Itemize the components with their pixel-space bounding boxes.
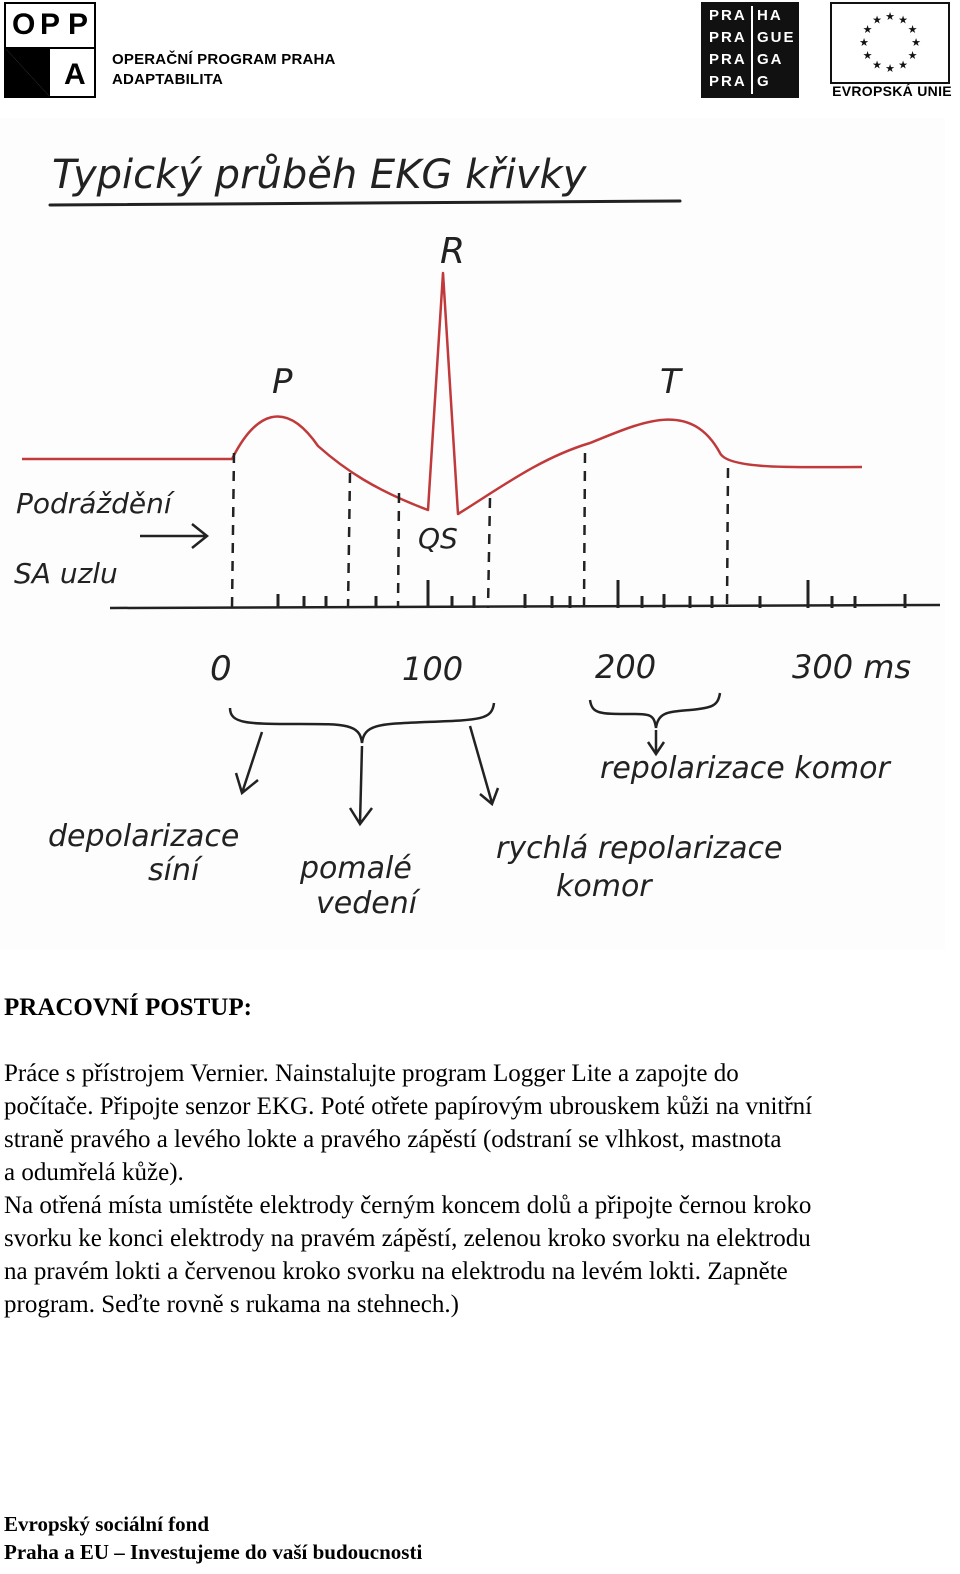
praha-logo-right: G [757,73,771,90]
eu-star-icon: ★ [898,58,908,72]
praha-logo-right: GA [757,51,784,68]
praha-logo-right: HA [757,7,783,24]
axis-label-0: 0 [210,649,232,689]
oppa-letter-a: A [64,58,86,91]
eu-star-icon: ★ [885,62,895,75]
diagram-title: Typický průběh EKG křivky [52,152,587,198]
eu-star-icon: ★ [862,23,873,36]
eu-star-icon: ★ [859,36,869,49]
praha-logo-left: PRA [709,29,747,46]
r-wave-label: R [440,231,466,272]
oppa-letter-p1: P [40,8,61,41]
axis-label-200: 200 [595,648,657,686]
eu-star-icon: ★ [907,49,918,62]
oppa-logo-text [112,50,336,90]
oppa-logo [4,2,96,98]
oppa-letter-o: O [12,8,36,41]
sa-note-line2: SA uzlu [14,557,118,590]
p-wave-label: P [272,362,293,402]
procedure-line: program. Seďte rovně s rukama na stehnech.) [4,1291,459,1318]
praha-logo [701,2,799,98]
procedure-line: Práce s přístrojem Vernier. Nainstalujte program Logger Lite a zapojte do [4,1060,739,1087]
fast-repolarization-line1: rychlá repolarizace [496,831,783,866]
procedure-line: Na otřená místa umístěte elektrody černým koncem dolů a připojte černou kroko [4,1192,812,1219]
atrial-depolarization-line2: síní [148,853,200,888]
axis-label-100: 100 [402,650,464,688]
procedure-line: na pravém lokti a červenou kroko svorku na elektrodu na levém lokti. Zapněte [4,1258,788,1285]
eu-star-icon: ★ [911,36,921,49]
eu-star-icon: ★ [898,13,908,27]
praha-logo-left: PRA [709,51,747,68]
section-title: PRACOVNÍ POSTUP: [4,994,252,1021]
praha-logo-row [701,70,799,92]
eu-label: EVROPSKÁ UNIE [832,83,952,99]
axis-label-300-ms: 300 ms [792,648,912,686]
fast-repolarization-line2: komor [556,869,652,904]
slow-conduction-line2: vedení [316,886,418,921]
eu-star-circle [832,4,948,82]
oppa-program-subtitle: ADAPTABILITA [112,71,223,88]
atrial-depolarization-line1: depolarizace [48,819,240,854]
praha-logo-row [701,48,799,70]
slow-conduction-line1: pomalé [300,851,412,886]
procedure-line: straně pravého a levého lokte a pravého zápěstí (odstraní se vlhkost, mastnota [4,1126,782,1153]
footer [4,1510,422,1566]
eu-star-icon: ★ [907,23,918,36]
sa-note-line1: Podráždění [16,487,172,520]
eu-flag [830,2,950,84]
praha-logo-left: PRA [709,7,747,24]
footer-fund-name: Evropský sociální fond [4,1512,210,1536]
eu-star-icon: ★ [872,13,882,27]
oppa-program-name: OPERAČNÍ PROGRAM PRAHA [112,51,336,68]
procedure-text [4,1057,944,1321]
ecg-diagram [0,118,945,950]
footer-slogan: Praha a EU – Investujeme do vaší budoucnosti [4,1540,423,1564]
eu-star-icon: ★ [872,58,882,72]
guide-line [584,453,585,608]
eu-star-icon: ★ [862,49,873,62]
ventricular-repolarization-label: repolarizace komor [600,751,890,786]
procedure-line: počítače. Připojte senzor EKG. Poté otřete papírovým ubrouskem kůži na vnitřní [4,1093,813,1120]
praha-logo-row [701,26,799,48]
oppa-letter-p2: P [68,8,89,41]
eu-star-icon: ★ [885,10,895,23]
praha-logo-left: PRA [709,73,747,90]
procedure-line: a odumřelá kůže). [4,1159,184,1186]
procedure-line: svorku ke konci elektrody na pravém zápěstí, zelenou kroko svorku na elektrodu [4,1225,811,1252]
qs-label: QS [418,522,458,555]
praha-logo-row [701,4,799,26]
praha-logo-right: GUE [757,29,796,46]
t-wave-label: T [660,362,681,402]
